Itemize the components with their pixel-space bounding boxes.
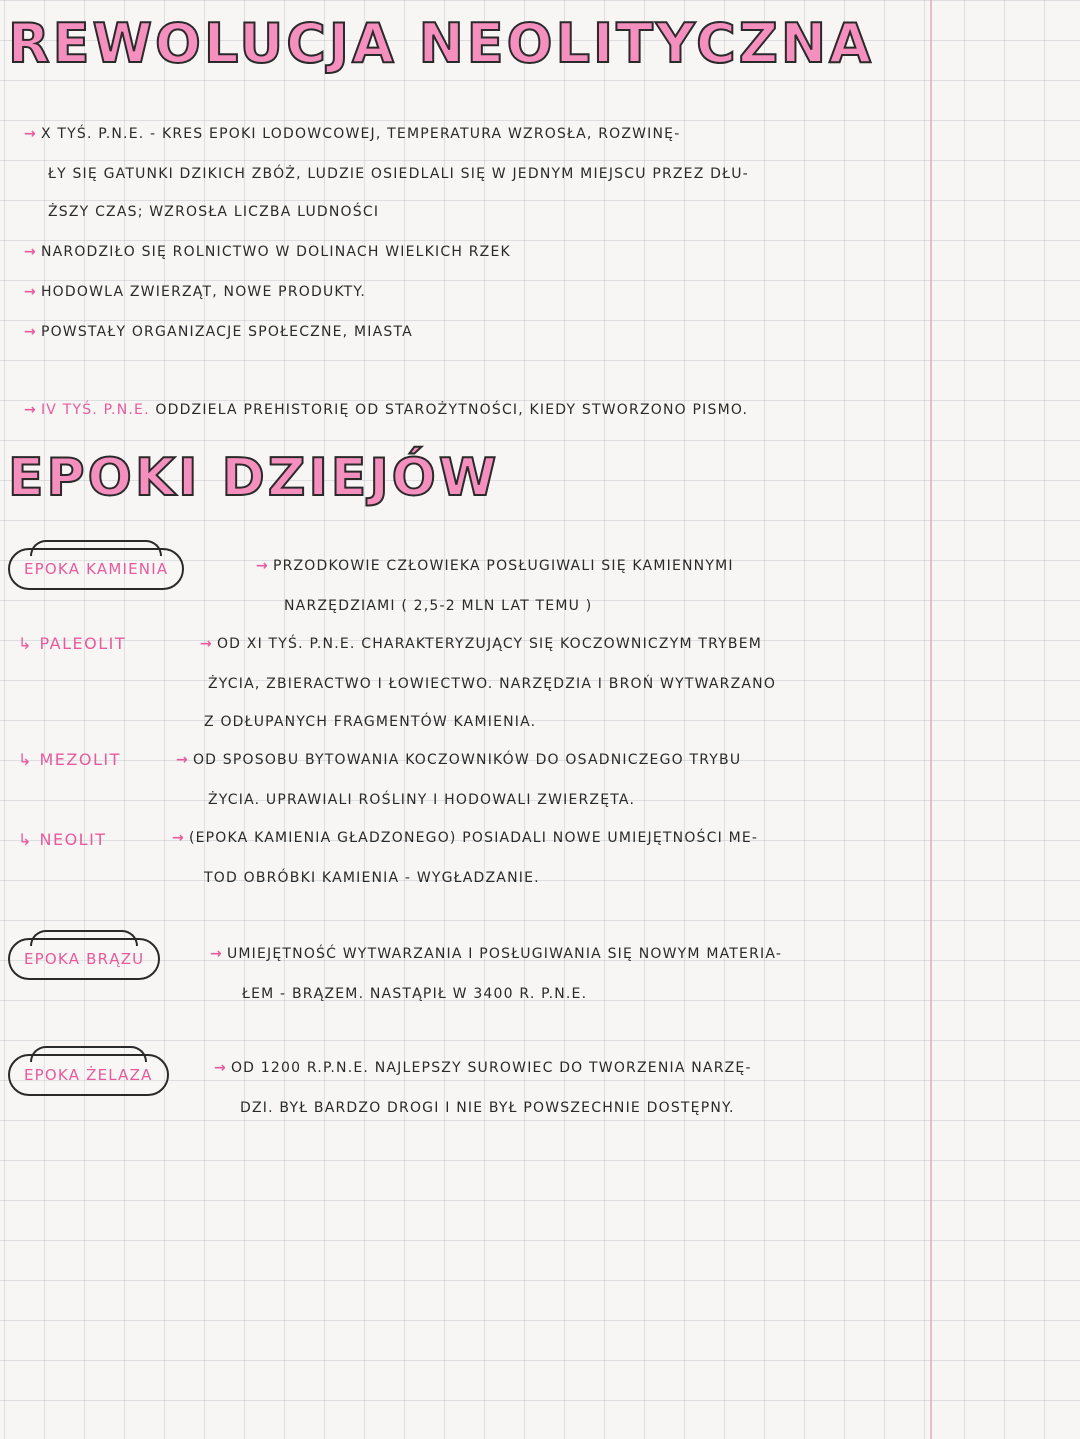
notebook-margin-line bbox=[930, 0, 932, 1439]
arrow-icon: → bbox=[24, 324, 37, 340]
label-paleolit: ↳ PALEOLIT bbox=[18, 634, 127, 653]
sub-arrow-icon: ↳ bbox=[18, 634, 33, 653]
rev-line-4: → NARODZIŁO SIĘ ROLNICTWO W DOLINACH WIELKICH RZEK bbox=[24, 244, 511, 260]
rev-line-2: ŁY SIĘ GATUNKI DZIKICH ZBÓŻ, LUDZIE OSIEDLALI SIĘ W JEDNYM MIEJSCU PRZEZ DŁU- bbox=[48, 166, 749, 182]
arrow-icon: → bbox=[24, 244, 37, 260]
paleo-line-1: → OD XI TYŚ. P.N.E. CHARAKTERYZUJĄCY SIĘ KOCZOWNICZYM TRYBEM bbox=[200, 636, 763, 652]
paleo-line-3: Z ODŁUPANYCH FRAGMENTÓW KAMIENIA. bbox=[204, 714, 537, 730]
arrow-icon: → bbox=[200, 636, 213, 652]
rev-line-1: → X TYŚ. P.N.E. - KRES EPOKI LODOWCOWEJ, TEMPERATURA WZROSŁA, ROZWINĘ- bbox=[24, 126, 681, 142]
rev-line-5: → HODOWLA ZWIERZĄT, NOWE PRODUKTY. bbox=[24, 284, 367, 300]
iron-line-1: → OD 1200 R.P.N.E. NAJLEPSZY SUROWIEC DO TWORZENIA NARZĘ- bbox=[214, 1060, 752, 1076]
neo-line-2: TOD OBRÓBKI KAMIENIA - WYGŁADZANIE. bbox=[204, 870, 540, 886]
rev-line-7: → IV TYŚ. P.N.E. ODDZIELA PREHISTORIĘ OD STAROŻYTNOŚCI, KIEDY STWORZONO PISMO. bbox=[24, 402, 749, 418]
sub-arrow-icon: ↳ bbox=[18, 750, 33, 769]
arrow-icon: → bbox=[256, 558, 269, 574]
paleo-line-2: ŻYCIA, ZBIERACTWO I ŁOWIECTWO. NARZĘDZIA I BROŃ WYTWARZANO bbox=[208, 676, 777, 692]
label-stone-age: EPOKA KAMIENIA bbox=[8, 548, 184, 590]
label-iron-age: EPOKA ŻELAZA bbox=[8, 1054, 169, 1096]
mezo-line-2: ŻYCIA. UPRAWIALI ROŚLINY I HODOWALI ZWIERZĘTA. bbox=[208, 792, 636, 808]
arrow-icon: → bbox=[214, 1060, 227, 1076]
rev-line-6: → POWSTAŁY ORGANIZACJE SPOŁECZNE, MIASTA bbox=[24, 324, 413, 340]
arrow-icon: → bbox=[210, 946, 223, 962]
label-bronze-age: EPOKA BRĄZU bbox=[8, 938, 160, 980]
arrow-icon: → bbox=[172, 830, 185, 846]
label-mezolit: ↳ MEZOLIT bbox=[18, 750, 121, 769]
sub-arrow-icon: ↳ bbox=[18, 830, 33, 849]
rev-line-3: ŻSZY CZAS; WZROSŁA LICZBA LUDNOŚCI bbox=[48, 204, 380, 220]
bronze-line-2: ŁEM - BRĄZEM. NASTĄPIŁ W 3400 R. P.N.E. bbox=[242, 986, 588, 1002]
arrow-icon: → bbox=[24, 402, 37, 418]
label-neolit: ↳ NEOLIT bbox=[18, 830, 107, 849]
section-title: EPOKI DZIEJÓW bbox=[8, 448, 500, 508]
arrow-icon: → bbox=[24, 284, 37, 300]
bronze-line-1: → UMIEJĘTNOŚĆ WYTWARZANIA I POSŁUGIWANIA SIĘ NOWYM MATERIA- bbox=[210, 946, 783, 962]
neo-line-1: → (EPOKA KAMIENIA GŁADZONEGO) POSIADALI NOWE UMIEJĘTNOŚCI ME- bbox=[172, 830, 759, 846]
iron-line-2: DZI. BYŁ BARDZO DROGI I NIE BYŁ POWSZECHNIE DOSTĘPNY. bbox=[240, 1100, 735, 1116]
arrow-icon: → bbox=[176, 752, 189, 768]
stone-line-1: → PRZODKOWIE CZŁOWIEKA POSŁUGIWALI SIĘ KAMIENNYMI bbox=[256, 558, 734, 574]
stone-line-2: NARZĘDZIAMI ( 2,5-2 MLN LAT TEMU ) bbox=[284, 598, 593, 614]
page-title: REWOLUCJA NEOLITYCZNA bbox=[8, 12, 874, 75]
arrow-icon: → bbox=[24, 126, 37, 142]
mezo-line-1: → OD SPOSOBU BYTOWANIA KOCZOWNIKÓW DO OSADNICZEGO TRYBU bbox=[176, 752, 742, 768]
